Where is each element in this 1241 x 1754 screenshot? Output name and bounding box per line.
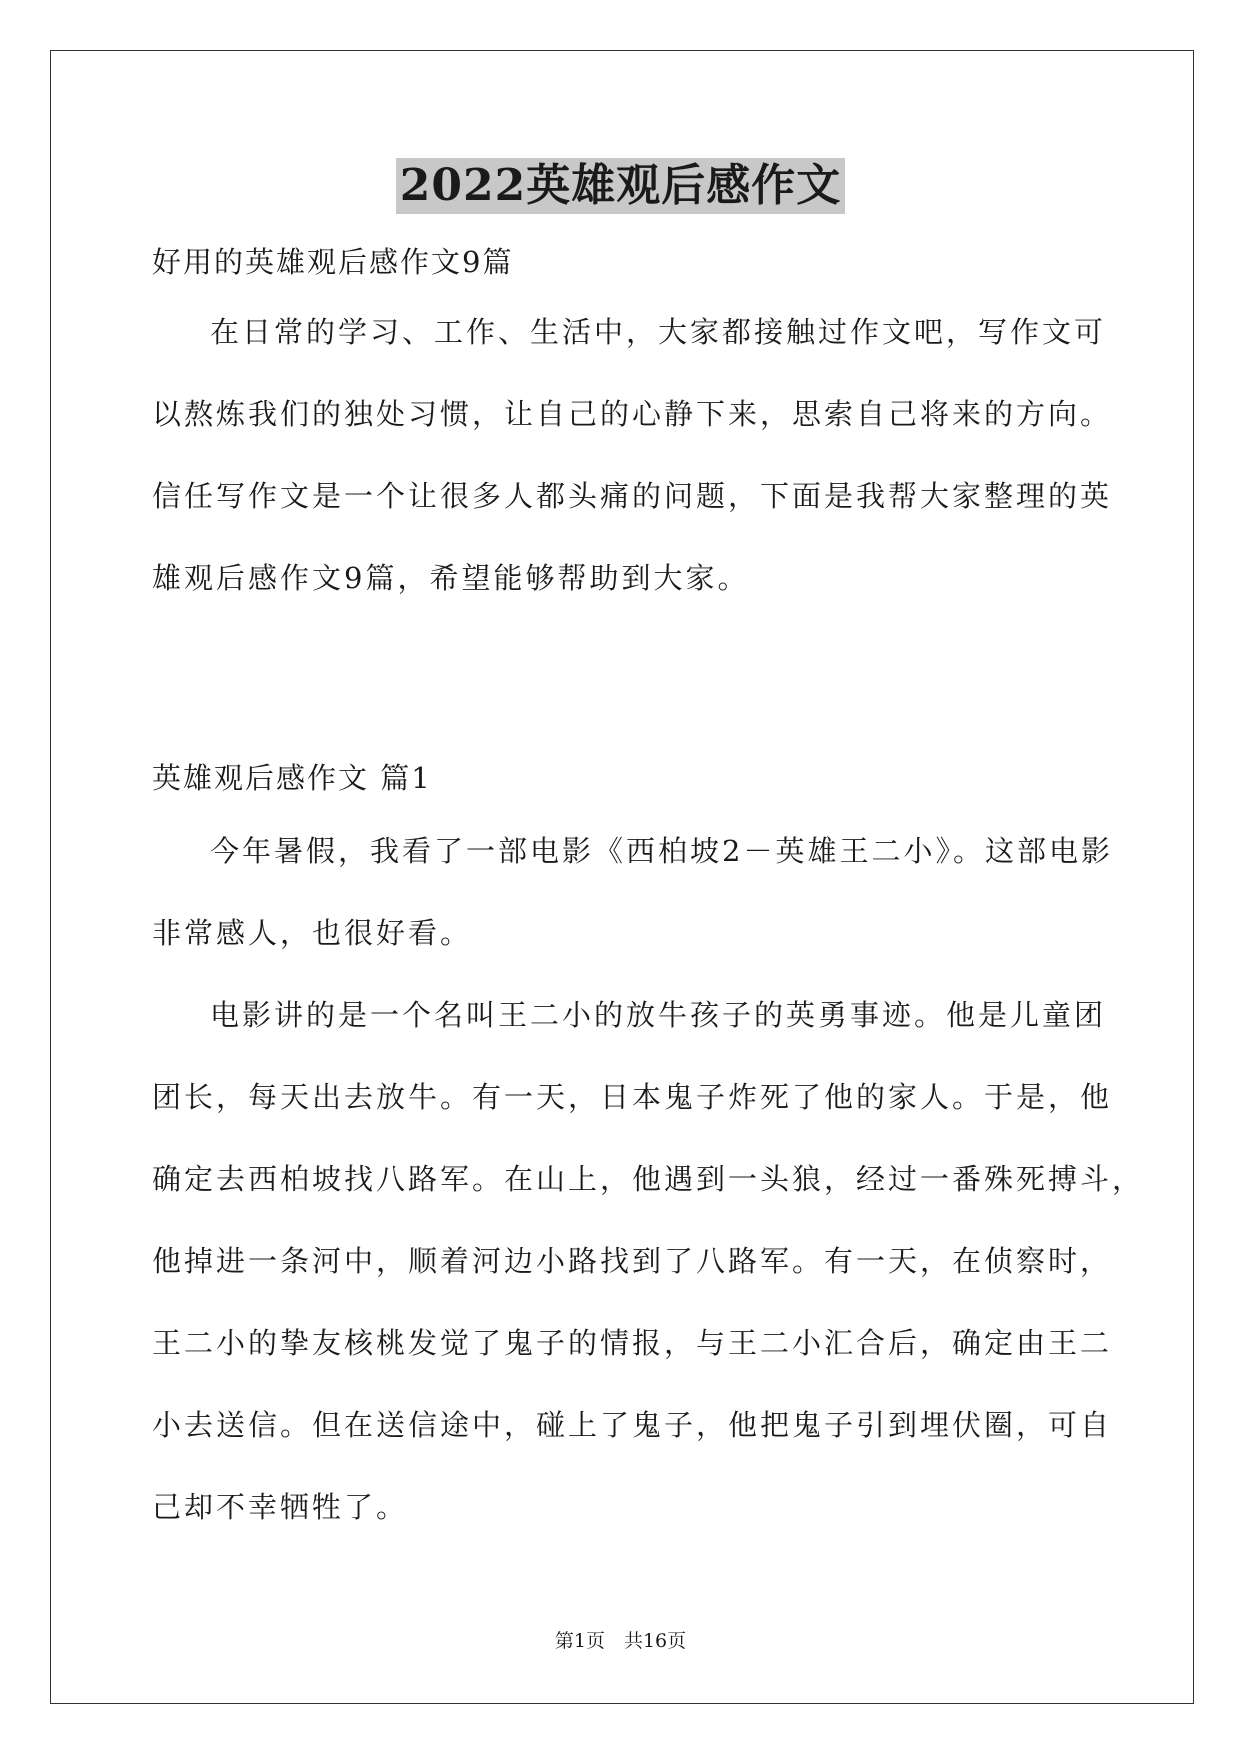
page-footer: 第1页 共16页 <box>554 1630 687 1652</box>
paragraph-1 <box>152 810 1113 974</box>
title-container <box>0 158 1241 214</box>
paragraph-line: 团长，每天出去放牛。有一天，日本鬼子炸死了他的家人。于是，他 <box>152 1080 1113 1114</box>
paragraph-line: 电影讲的是一个名叫王二小的放牛孩子的英勇事迹。他是儿童团 <box>210 998 1107 1032</box>
paragraph-line: 确定去西柏坡找八路军。在山上，他遇到一头狼，经过一番殊死搏斗， <box>152 1162 1145 1196</box>
paragraph-line: 非常感人，也很好看。 <box>152 916 473 950</box>
intro-line: 信任写作文是一个让很多人都头痛的问题，下面是我帮大家整理的英 <box>152 479 1113 513</box>
paragraph-line: 王二小的挚友核桃发觉了鬼子的情报，与王二小汇合后，确定由王二 <box>152 1326 1113 1360</box>
section-heading: 英雄观后感作文 篇1 <box>152 761 432 795</box>
intro-line: 在日常的学习、工作、生活中，大家都接触过作文吧，写作文可 <box>210 315 1107 349</box>
intro-line: 雄观后感作文9篇，希望能够帮助到大家。 <box>152 561 750 595</box>
paragraph-line: 小去送信。但在送信途中，碰上了鬼子，他把鬼子引到埋伏圈，可自 <box>152 1408 1113 1442</box>
paragraph-2 <box>152 974 1145 1548</box>
intro-paragraph <box>152 291 1113 619</box>
paragraph-line: 己却不幸牺牲了。 <box>152 1490 409 1524</box>
paragraph-line: 今年暑假，我看了一部电影《西柏坡2－英雄王二小》。这部电影 <box>210 834 1113 868</box>
paragraph-line: 他掉进一条河中，顺着河边小路找到了八路军。有一天，在侦察时， <box>152 1244 1113 1278</box>
document-subtitle: 好用的英雄观后感作文9篇 <box>152 245 514 279</box>
document-title: 2022英雄观后感作文 <box>396 158 845 214</box>
intro-line: 以熬炼我们的独处习惯，让自己的心静下来，思索自己将来的方向。 <box>152 397 1113 431</box>
